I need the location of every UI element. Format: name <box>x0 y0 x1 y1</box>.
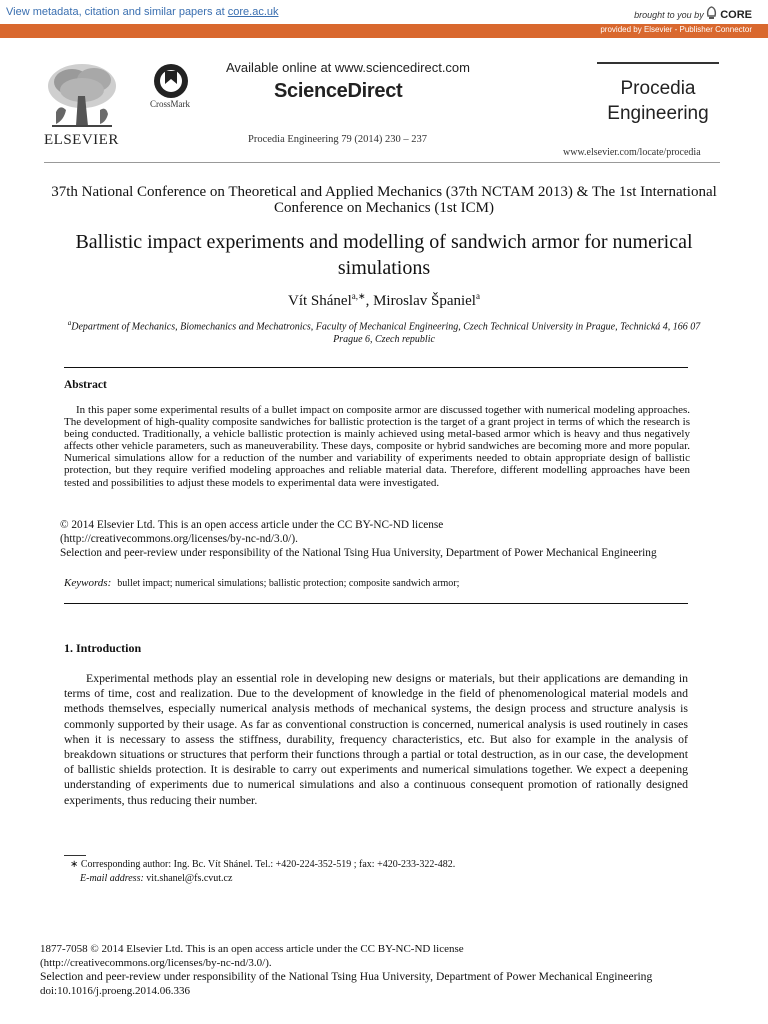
keywords <box>64 577 459 589</box>
footnote-corresponding-author <box>70 859 455 870</box>
journal-title-rule <box>597 62 719 64</box>
affiliation-text: Department of Mechanics, Biomechanics and Mechatronics, Faculty of Mechanical Engineering, Czech Technical University in Prague, Technická 4, 166 07 Prague 6, Czech republic <box>71 321 701 346</box>
affiliation-sup: a <box>67 319 72 327</box>
provided-by-bar <box>0 24 768 38</box>
provided-by-text: provided by Elsevier - Publisher Connector <box>600 25 752 34</box>
paper-title: Ballistic impact experiments and modelling of sandwich armor for numerical simulations <box>75 231 693 279</box>
author-1: Vít Shánel <box>288 293 352 309</box>
footnote-rule <box>64 855 86 856</box>
doi[interactable]: doi:10.1016/j.proeng.2014.06.336 <box>40 985 191 997</box>
crossmark-label: CrossMark <box>150 99 190 109</box>
journal-url[interactable]: www.elsevier.com/locate/procedia <box>563 147 701 158</box>
core-logo-icon <box>706 6 717 20</box>
keywords-label: Keywords: <box>64 577 112 589</box>
abstract-top-rule <box>64 367 688 368</box>
abstract-text: In this paper some experimental results of a bullet impact on composite armor are discussed together with numerical modeling approaches. The development of high-quality composite sandwiches for ballistic protection is the target of a grant project in terms of which the research is being conducted. Traditionally, a vehicle ballistic protection is mainly achieved using metal-based armor which is heavy and thus negatively affects other vehicle parameters, such as maneuverability. These days, composite or hybrid sandwiches are becoming more and more popular. Numerical simulations allow for a reduction of the number and variability of experiments needed to obtain appropriate design of ballistic protection, but they require verified modeling approaches and reliable material data. Therefore, different modelling approaches have been tested and possibilities to adjust these models to experimental data were investigated. <box>64 404 690 489</box>
author-list <box>40 291 728 310</box>
introduction-text: Experimental methods play an essential role in developing new designs or materials, but their applications are demanding in terms of time, cost and realization. Due to the development of knowledge in the field of phenomenological material models and methods themselves, especially numerical analysis methods of mechanical systems, the design process and structure analysis is commonly supported by their usage. As far as conventional construction is concerned, numerical analysis is used routinely in cases when it is necessary to assess the stiffness, durability, frequency characteristics, etc. But also for example in the analysis of breakdown situations or structures that perform their functions through a partial or total destruction, as in our case, the development of ballistic shields protection. It is desirable to carry out experiments and numerical simulations together. We expect a deepening understanding of experiments due to numerical simulations and also a continuous consequent promotion of rationally designed experiments, thus reducing their number. <box>64 671 688 807</box>
email-address[interactable]: vit.shanel@fs.cvut.cz <box>146 873 233 884</box>
author-2-sup: a <box>475 291 480 301</box>
journal-title-line1: Procedia <box>620 78 696 99</box>
available-online: Available online at www.sciencedirect.com <box>226 60 470 75</box>
footnote-author-text: Corresponding author: Ing. Bc. Vít Shánel. Tel.: +420-224-352-519 ; fax: +420-233-322-482. <box>80 859 456 870</box>
crossmark-icon[interactable] <box>152 62 190 100</box>
affiliation <box>60 317 708 346</box>
author-separator: , <box>365 293 374 309</box>
header-divider <box>44 162 720 163</box>
copyright-notice <box>60 518 700 546</box>
journal-title <box>597 76 719 126</box>
brought-label: brought to you by <box>634 10 704 20</box>
bottom-license-url[interactable]: (http://creativecommons.org/licenses/by-nc-nd/3.0/). <box>40 957 272 969</box>
publisher-name: ELSEVIER <box>44 132 119 148</box>
peer-review-notice: Selection and peer-review under responsibility of the National Tsing Hua University, Department of Power Mechanical Engineering <box>60 547 657 559</box>
footnote-mark: ∗ <box>70 859 79 870</box>
license-url[interactable]: (http://creativecommons.org/licenses/by-nc-nd/3.0/). <box>60 533 298 545</box>
author-2: Miroslav Španiel <box>373 293 476 309</box>
copyright-line: © 2014 Elsevier Ltd. This is an open access article under the CC BY-NC-ND license <box>60 519 444 531</box>
core-link-text[interactable]: core.ac.uk <box>227 6 279 18</box>
core-brand-name: CORE <box>720 9 752 21</box>
author-1-sup: a,∗ <box>351 291 366 301</box>
keywords-list: bullet impact; numerical simulations; ballistic protection; composite sandwich armor; <box>117 578 460 589</box>
core-brand[interactable] <box>634 6 752 21</box>
journal-citation: Procedia Engineering 79 (2014) 230 – 237 <box>248 134 428 145</box>
email-label: E-mail address: <box>80 873 144 884</box>
abstract-bottom-rule <box>64 603 688 604</box>
footnote-email <box>80 873 232 884</box>
section-heading-introduction: 1. Introduction <box>64 641 142 655</box>
abstract-heading: Abstract <box>64 379 107 391</box>
core-metadata-link[interactable] <box>6 6 279 18</box>
elsevier-tree-logo-icon <box>42 60 122 132</box>
issn-copyright: 1877-7058 © 2014 Elsevier Ltd. This is an open access article under the CC BY-NC-ND license <box>40 943 464 955</box>
core-link-prefix: View metadata, citation and similar papers at <box>6 6 228 18</box>
sciencedirect-logo: ScienceDirect <box>274 80 403 102</box>
conference-name: 37th National Conference on Theoretical and Applied Mechanics (37th NCTAM 2013) & The 1st International Conference on Mechanics (1st ICM) <box>51 184 717 216</box>
bottom-peer-review: Selection and peer-review under responsibility of the National Tsing Hua University, Department of Power Mechanical Engineering <box>40 970 653 983</box>
journal-title-line2: Engineering <box>607 103 709 124</box>
